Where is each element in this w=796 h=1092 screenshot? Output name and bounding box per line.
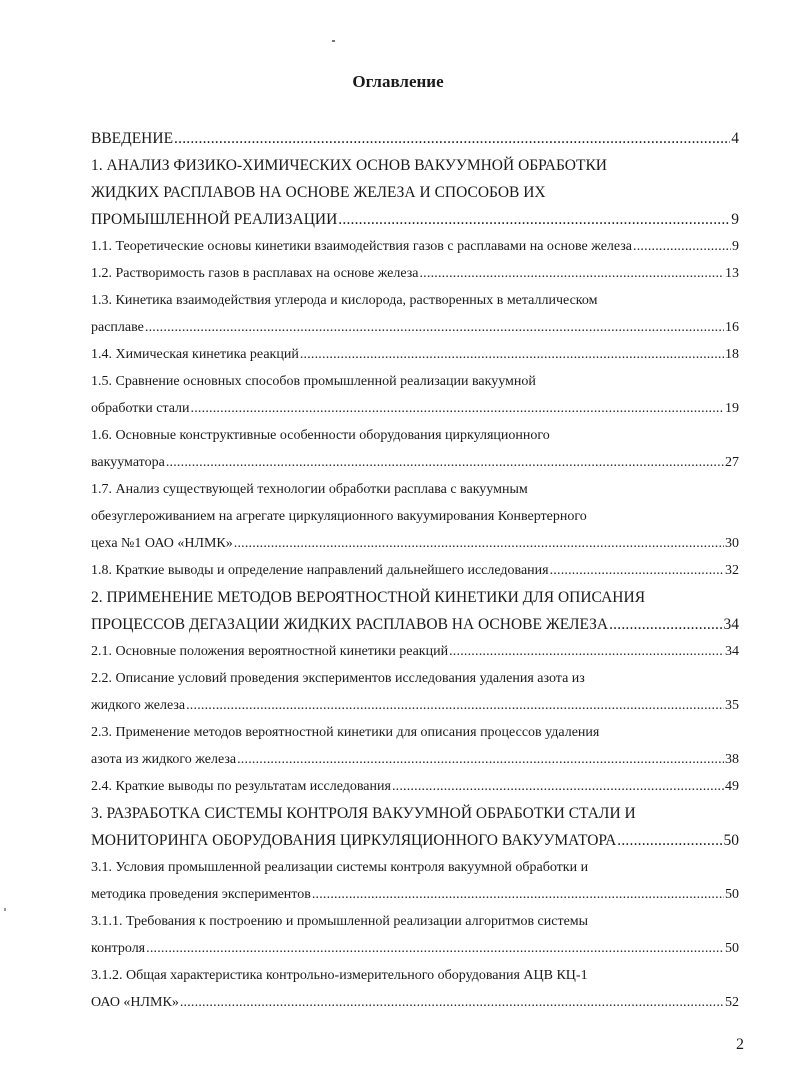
toc-entry-text: жидкого железа <box>91 698 186 713</box>
toc-entry <box>91 805 739 832</box>
toc-entry-text: 1.1. Теоретические основы кинетики взаимодействия газов с расплавами на основе железа <box>91 239 633 254</box>
toc-entry-page: 19 <box>725 401 739 416</box>
toc-entry <box>91 670 739 697</box>
page-number: 2 <box>736 1036 744 1053</box>
toc-entry-text: 2.3. Применение методов вероятностной кинетики для описания процессов удаления <box>91 725 600 740</box>
toc-leader-dots <box>300 346 724 364</box>
toc-entry <box>91 238 739 265</box>
toc-entry-text: 2.4. Краткие выводы по результатам исследования <box>91 779 391 794</box>
toc-entry <box>91 346 739 373</box>
toc-entry <box>91 481 739 508</box>
toc-entry-text: ЖИДКИХ РАСПЛАВОВ НА ОСНОВЕ ЖЕЛЕЗА И СПОСОБОВ ИХ <box>91 184 546 201</box>
toc-entry <box>91 751 739 778</box>
toc-entry-text: ПРОМЫШЛЕННОЙ РЕАЛИЗАЦИИ <box>91 211 338 228</box>
toc-leader-dots <box>419 265 724 283</box>
toc-entry-text: обезуглероживанием на агрегате циркуляционного вакуумирования Конвертерного <box>91 509 587 524</box>
toc-entry-text: 1.7. Анализ существующей технологии обработки расплава с вакуумным <box>91 482 528 497</box>
toc-entry-text: 1.3. Кинетика взаимодействия углерода и кислорода, растворенных в металлическом <box>91 293 598 308</box>
toc-entry-text: 3.1. Условия промышленной реализации системы контроля вакуумной обработки и <box>91 860 589 875</box>
toc-leader-dots <box>180 994 724 1012</box>
scan-speck <box>332 40 335 42</box>
toc-entry-page: 49 <box>725 779 739 794</box>
toc-leader-dots <box>145 319 724 337</box>
toc-entry-text: ОАО «НЛМК» <box>91 995 179 1010</box>
toc-leader-dots <box>550 562 724 580</box>
toc-leader-dots <box>146 940 724 958</box>
toc-entry-text: 3.1.2. Общая характеристика контрольно-измерительного оборудования АЦВ КЦ-1 <box>91 968 588 983</box>
toc-entry <box>91 967 739 994</box>
toc-entry-text: контроля <box>91 941 146 956</box>
toc-entry-page: 34 <box>723 616 739 633</box>
toc-entry-text: ВВЕДЕНИЕ <box>91 130 174 147</box>
toc-entry-page: 13 <box>725 266 739 281</box>
toc-entry-text: 2. ПРИМЕНЕНИЕ МЕТОДОВ ВЕРОЯТНОСТНОЙ КИНЕТИКИ ДЛЯ ОПИСАНИЯ <box>91 589 646 606</box>
toc-entry <box>91 697 739 724</box>
toc-entry-text: азота из жидкого железа <box>91 752 237 767</box>
toc-entry-text: 3.1.1. Требования к построению и промышленной реализации алгоритмов системы <box>91 914 589 929</box>
toc-entry-text: вакууматора <box>91 455 165 470</box>
toc-entry <box>91 994 739 1021</box>
toc-entry-text: обработки стали <box>91 401 190 416</box>
toc-entry-page: 9 <box>732 239 739 254</box>
page-title: Оглавление <box>352 72 444 91</box>
toc-entry-page: 50 <box>723 832 739 849</box>
toc-entry-text: методика проведения экспериментов <box>91 887 311 902</box>
toc-entry <box>91 859 739 886</box>
toc-entry-page: 52 <box>725 995 739 1010</box>
toc-entry <box>91 130 739 157</box>
toc-entry <box>91 724 739 751</box>
toc-entry-text: 2.2. Описание условий проведения экспериментов исследования удаления азота из <box>91 671 585 686</box>
toc-entry-page: 38 <box>725 752 739 767</box>
toc-leader-dots <box>174 130 730 148</box>
toc-entry <box>91 886 739 913</box>
toc-leader-dots <box>237 751 724 769</box>
toc-entry-text: МОНИТОРИНГА ОБОРУДОВАНИЯ ЦИРКУЛЯЦИОННОГО ВАКУУМАТОРА <box>91 832 617 849</box>
toc-entry-text: цеха №1 ОАО «НЛМК» <box>91 536 233 551</box>
toc-entry <box>91 427 739 454</box>
toc-leader-dots <box>392 778 724 796</box>
toc-entry-page: 32 <box>725 563 739 578</box>
toc-entry-text: 1.2. Растворимость газов в расплавах на основе железа <box>91 266 419 281</box>
toc-entry <box>91 211 739 238</box>
toc-entry-text: 1.8. Краткие выводы и определение направлений дальнейшего исследования <box>91 563 549 578</box>
toc-entry <box>91 373 739 400</box>
toc-entry-text: 2.1. Основные положения вероятностной кинетики реакций <box>91 644 449 659</box>
toc-leader-dots <box>449 643 724 661</box>
toc-entry-text: 1.6. Основные конструктивные особенности оборудования циркуляционного <box>91 428 550 443</box>
toc-entry <box>91 535 739 562</box>
toc-entry-text: расплаве <box>91 320 144 335</box>
toc-entry-page: 30 <box>725 536 739 551</box>
toc-leader-dots <box>633 238 731 256</box>
toc-entry-text: 1.4. Химическая кинетика реакций <box>91 347 299 362</box>
toc-entry <box>91 508 739 535</box>
toc-leader-dots <box>166 454 724 472</box>
toc-entry-page: 16 <box>725 320 739 335</box>
toc-entry-text: 1.5. Сравнение основных способов промышленной реализации вакуумной <box>91 374 536 389</box>
toc-leader-dots <box>186 697 724 715</box>
toc-entry <box>91 400 739 427</box>
toc-entry <box>91 616 739 643</box>
toc-entry <box>91 265 739 292</box>
toc-entry-page: 35 <box>725 698 739 713</box>
toc-entry-text: ПРОЦЕССОВ ДЕГАЗАЦИИ ЖИДКИХ РАСПЛАВОВ НА ОСНОВЕ ЖЕЛЕЗА <box>91 616 609 633</box>
toc-entry <box>91 589 739 616</box>
toc-entry-page: 50 <box>725 887 739 902</box>
toc-entry <box>91 913 739 940</box>
toc-entry <box>91 292 739 319</box>
toc-leader-dots <box>609 616 722 634</box>
toc-leader-dots <box>312 886 724 904</box>
toc-leader-dots <box>617 832 722 850</box>
toc-entry <box>91 319 739 346</box>
toc-entry <box>91 184 739 211</box>
toc-entry-page: 4 <box>731 130 739 147</box>
table-of-contents <box>91 130 739 1021</box>
toc-entry-text: 1. АНАЛИЗ ФИЗИКО-ХИМИЧЕСКИХ ОСНОВ ВАКУУМНОЙ ОБРАБОТКИ <box>91 157 607 174</box>
scan-speck <box>4 908 6 911</box>
toc-entry <box>91 940 739 967</box>
toc-entry-page: 9 <box>731 211 739 228</box>
toc-entry <box>91 157 739 184</box>
toc-entry <box>91 454 739 481</box>
toc-entry-page: 50 <box>725 941 739 956</box>
toc-leader-dots <box>338 211 730 229</box>
toc-entry <box>91 832 739 859</box>
toc-entry <box>91 643 739 670</box>
toc-entry-page: 34 <box>725 644 739 659</box>
toc-leader-dots <box>234 535 724 553</box>
toc-entry-page: 27 <box>725 455 739 470</box>
toc-entry <box>91 778 739 805</box>
toc-entry <box>91 562 739 589</box>
toc-entry-page: 18 <box>725 347 739 362</box>
toc-leader-dots <box>191 400 724 418</box>
toc-entry-text: 3. РАЗРАБОТКА СИСТЕМЫ КОНТРОЛЯ ВАКУУМНОЙ ОБРАБОТКИ СТАЛИ И <box>91 805 636 822</box>
